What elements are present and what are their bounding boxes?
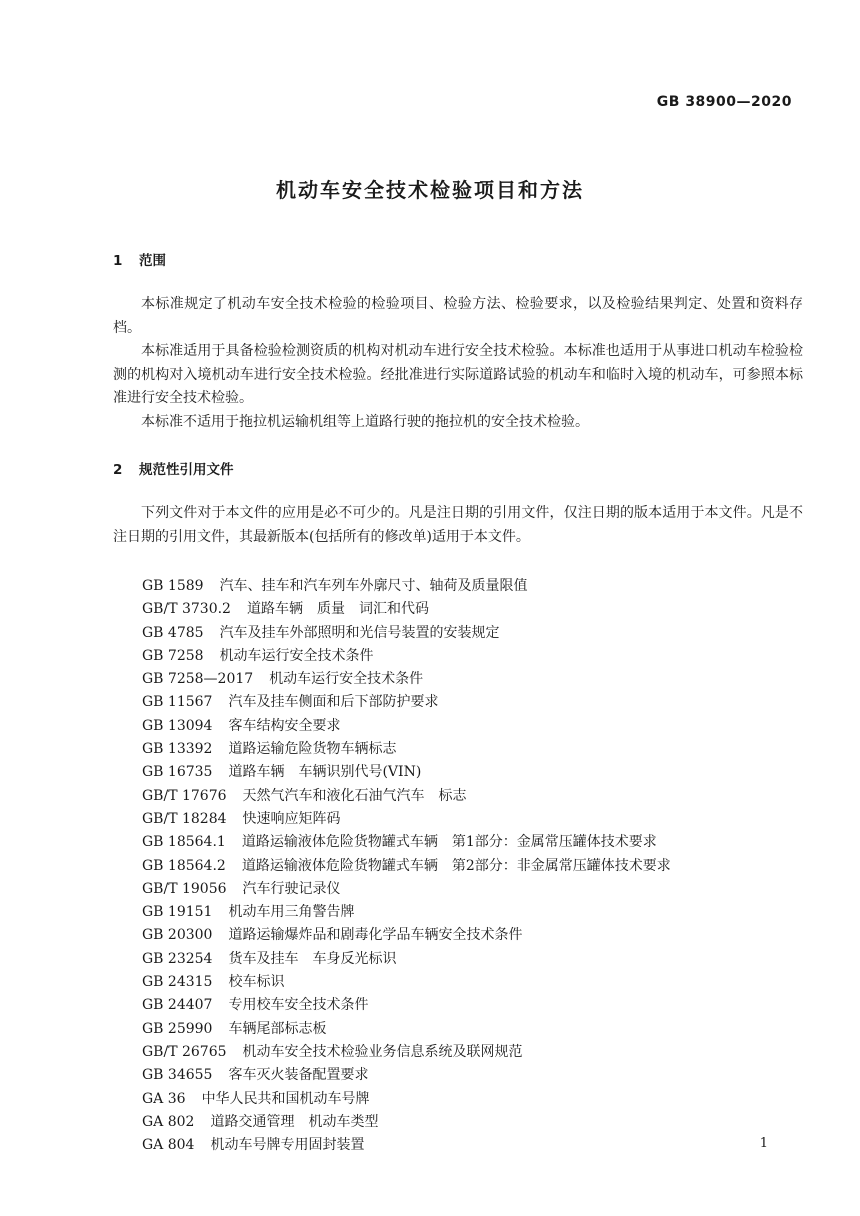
reference-item — [142, 855, 671, 878]
reference-title: 客车灭火装备配置要求 — [228, 1067, 369, 1084]
section-number: 1 — [113, 253, 123, 269]
reference-title: 天然气汽车和液化石油气汽车 标志 — [242, 787, 467, 804]
reference-item — [142, 1134, 671, 1157]
paragraph: 本标准适用于具备检验检测资质的机构对机动车进行安全技术检验。本标准也适用于从事进口机动车检验检测的机构对入境机动车进行安全技术检验。经批准进行实际道路试验的机动车和临时入境的机动车，可参照本标准进行安全技术检验。 — [113, 343, 803, 406]
reference-item — [142, 738, 671, 761]
reference-code: GB 13392 — [142, 741, 213, 758]
reference-code: GB/T 17676 — [142, 787, 227, 804]
reference-code: GB 11567 — [142, 694, 213, 711]
reference-title: 车辆尾部标志板 — [228, 1020, 327, 1037]
reference-title: 机动车运行安全技术条件 — [269, 671, 424, 688]
reference-title: 道路运输爆炸品和剧毒化学品车辆安全技术条件 — [228, 927, 523, 944]
reference-title: 道路运输液体危险货物罐式车辆 第1部分：金属常压罐体技术要求 — [241, 834, 657, 851]
reference-title: 汽车及挂车外部照明和光信号装置的安装规定 — [219, 624, 500, 641]
reference-item — [142, 715, 671, 738]
reference-title: 汽车及挂车侧面和后下部防护要求 — [228, 694, 439, 711]
reference-item — [142, 645, 671, 668]
reference-item — [142, 785, 671, 808]
reference-item — [142, 831, 671, 854]
section-number: 2 — [113, 462, 123, 478]
reference-code: GB/T 19056 — [142, 880, 227, 897]
reference-title: 机动车安全技术检验业务信息系统及联网规范 — [242, 1043, 523, 1060]
reference-item — [142, 598, 671, 621]
paragraph: 本标准规定了机动车安全技术检验的检验项目、检验方法、检验要求，以及检验结果判定、处置和资料存档。 — [113, 296, 803, 336]
reference-code: GB 34655 — [142, 1067, 213, 1084]
reference-item — [142, 994, 671, 1017]
reference-title: 机动车用三角警告牌 — [228, 904, 355, 921]
reference-title: 中华人民共和国机动车号牌 — [201, 1090, 370, 1107]
reference-item — [142, 622, 671, 645]
document-title: 机动车安全技术检验项目和方法 — [276, 178, 584, 202]
reference-title: 道路车辆 质量 词汇和代码 — [246, 601, 429, 618]
reference-title: 道路交通管理 机动车类型 — [210, 1113, 379, 1130]
reference-item — [142, 878, 671, 901]
reference-item — [142, 924, 671, 947]
reference-code: GB 13094 — [142, 717, 213, 734]
reference-list — [142, 575, 671, 1157]
section-title: 规范性引用文件 — [139, 462, 234, 478]
reference-title: 校车标识 — [228, 974, 285, 991]
reference-code: GB 20300 — [142, 927, 213, 944]
reference-item — [142, 1111, 671, 1134]
reference-code: GB 7258 — [142, 647, 204, 664]
reference-code: GB 7258—2017 — [142, 671, 254, 688]
section-title: 范围 — [139, 253, 166, 269]
section-heading-scope — [113, 249, 166, 269]
reference-item — [142, 808, 671, 831]
reference-code: GB/T 3730.2 — [142, 601, 231, 618]
reference-title: 客车结构安全要求 — [228, 717, 341, 734]
reference-code: GB/T 18284 — [142, 810, 227, 827]
reference-code: GB 18564.2 — [142, 857, 226, 874]
reference-code: GA 804 — [142, 1137, 195, 1154]
reference-item — [142, 761, 671, 784]
reference-code: GB 1589 — [142, 578, 204, 594]
reference-title: 道路运输液体危险货物罐式车辆 第2部分：非金属常压罐体技术要求 — [241, 857, 671, 874]
page-number: 1 — [759, 1136, 768, 1151]
reference-item — [142, 1088, 671, 1111]
references-intro — [113, 502, 803, 549]
reference-code: GB 24315 — [142, 974, 213, 991]
reference-code: GA 36 — [142, 1090, 186, 1107]
reference-title: 汽车、挂车和汽车列车外廓尺寸、轴荷及质量限值 — [219, 578, 528, 594]
standard-code: GB 38900—2020 — [656, 94, 792, 110]
reference-item — [142, 1064, 671, 1087]
reference-title: 道路运输危险货物车辆标志 — [228, 741, 397, 758]
reference-item — [142, 575, 671, 598]
section-heading-normative-references — [113, 458, 234, 478]
reference-title: 道路车辆 车辆识别代号(VIN) — [228, 764, 422, 781]
reference-item — [142, 691, 671, 714]
reference-title: 汽车行驶记录仪 — [242, 880, 341, 897]
reference-code: GB 19151 — [142, 904, 213, 921]
reference-title: 机动车运行安全技术条件 — [219, 647, 374, 664]
reference-code: GB 25990 — [142, 1020, 213, 1037]
paragraph: 本标准不适用于拖拉机运输机组等上道路行驶的拖拉机的安全技术检验。 — [141, 413, 589, 430]
paragraph: 下列文件对于本文件的应用是必不可少的。凡是注日期的引用文件，仅注日期的版本适用于本文件。凡是不注日期的引用文件，其最新版本(包括所有的修改单)适用于本文件。 — [113, 505, 803, 545]
reference-title: 快速响应矩阵码 — [242, 810, 341, 827]
reference-title: 机动车号牌专用固封装置 — [210, 1137, 365, 1154]
reference-code: GB 18564.1 — [142, 834, 226, 851]
reference-code: GB 24407 — [142, 997, 213, 1014]
reference-code: GB 4785 — [142, 624, 204, 641]
reference-item — [142, 1018, 671, 1041]
reference-item — [142, 668, 671, 691]
reference-title: 货车及挂车 车身反光标识 — [228, 950, 397, 967]
reference-code: GB 23254 — [142, 950, 213, 967]
reference-item — [142, 1041, 671, 1064]
reference-item — [142, 901, 671, 924]
reference-item — [142, 948, 671, 971]
reference-title: 专用校车安全技术条件 — [228, 997, 369, 1014]
reference-item — [142, 971, 671, 994]
reference-code: GA 802 — [142, 1113, 195, 1130]
reference-code: GB 16735 — [142, 764, 213, 781]
reference-code: GB/T 26765 — [142, 1043, 227, 1060]
scope-paragraphs — [113, 293, 803, 434]
